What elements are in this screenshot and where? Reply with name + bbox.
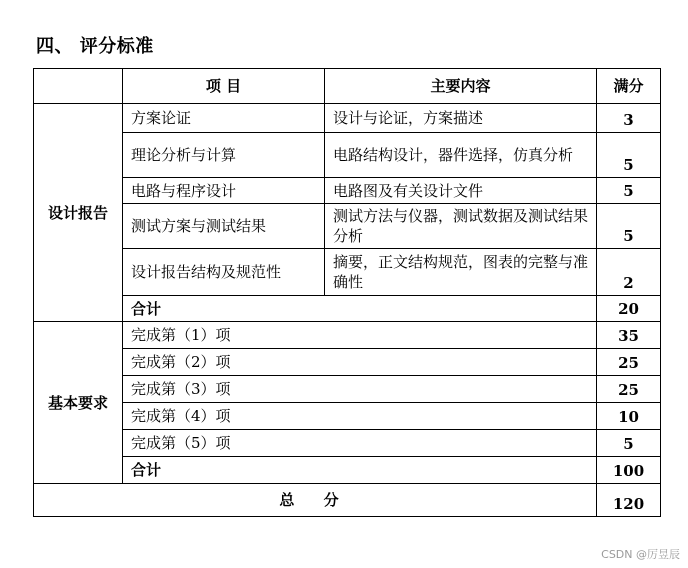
subtotal-label: 合计 — [123, 296, 597, 322]
score-cell: 5 — [597, 178, 661, 204]
category-basic: 基本要求 — [34, 322, 123, 484]
total-score: 120 — [597, 484, 661, 517]
table-row — [34, 133, 661, 178]
item-cell: 完成第（5）项 — [123, 430, 597, 457]
table-row — [34, 249, 661, 296]
content-cell: 测试方法与仪器，测试数据及测试结果分析 — [325, 204, 597, 249]
watermark: CSDN @厉昱辰 — [601, 548, 680, 561]
table-row — [34, 349, 661, 376]
item-cell: 电路与程序设计 — [123, 178, 325, 204]
item-cell: 完成第（3）项 — [123, 376, 597, 403]
total-row — [34, 484, 661, 517]
table-row — [34, 376, 661, 403]
score-cell: 2 — [597, 249, 661, 296]
content-cell: 设计与论证，方案描述 — [325, 104, 597, 133]
score-cell: 35 — [597, 322, 661, 349]
scoring-table — [33, 68, 661, 517]
table-row — [34, 403, 661, 430]
header-blank — [34, 69, 123, 104]
table-row — [34, 322, 661, 349]
total-label: 总 分 — [34, 484, 597, 517]
item-cell: 设计报告结构及规范性 — [123, 249, 325, 296]
score-cell: 10 — [597, 403, 661, 430]
subtotal-row — [34, 457, 661, 484]
section-title: 四、 评分标准 — [36, 36, 154, 57]
score-cell: 3 — [597, 104, 661, 133]
table-row — [34, 204, 661, 249]
header-item: 项 目 — [123, 69, 325, 104]
content-cell: 电路结构设计，器件选择，仿真分析 — [325, 133, 597, 178]
score-cell: 25 — [597, 349, 661, 376]
category-report: 设计报告 — [34, 104, 123, 322]
header-score: 满分 — [597, 69, 661, 104]
subtotal-score: 20 — [597, 296, 661, 322]
item-cell: 方案论证 — [123, 104, 325, 133]
table-row — [34, 178, 661, 204]
content-cell: 电路图及有关设计文件 — [325, 178, 597, 204]
item-cell: 完成第（2）项 — [123, 349, 597, 376]
subtotal-label: 合计 — [123, 457, 597, 484]
item-cell: 完成第（1）项 — [123, 322, 597, 349]
score-cell: 5 — [597, 430, 661, 457]
item-cell: 测试方案与测试结果 — [123, 204, 325, 249]
table-row — [34, 104, 661, 133]
item-cell: 完成第（4）项 — [123, 403, 597, 430]
subtotal-row — [34, 296, 661, 322]
header-row — [34, 69, 661, 104]
table-row — [34, 430, 661, 457]
subtotal-score: 100 — [597, 457, 661, 484]
header-content: 主要内容 — [325, 69, 597, 104]
content-cell: 摘要，正文结构规范，图表的完整与准确性 — [325, 249, 597, 296]
score-cell: 5 — [597, 204, 661, 249]
score-cell: 25 — [597, 376, 661, 403]
score-cell: 5 — [597, 133, 661, 178]
item-cell: 理论分析与计算 — [123, 133, 325, 178]
